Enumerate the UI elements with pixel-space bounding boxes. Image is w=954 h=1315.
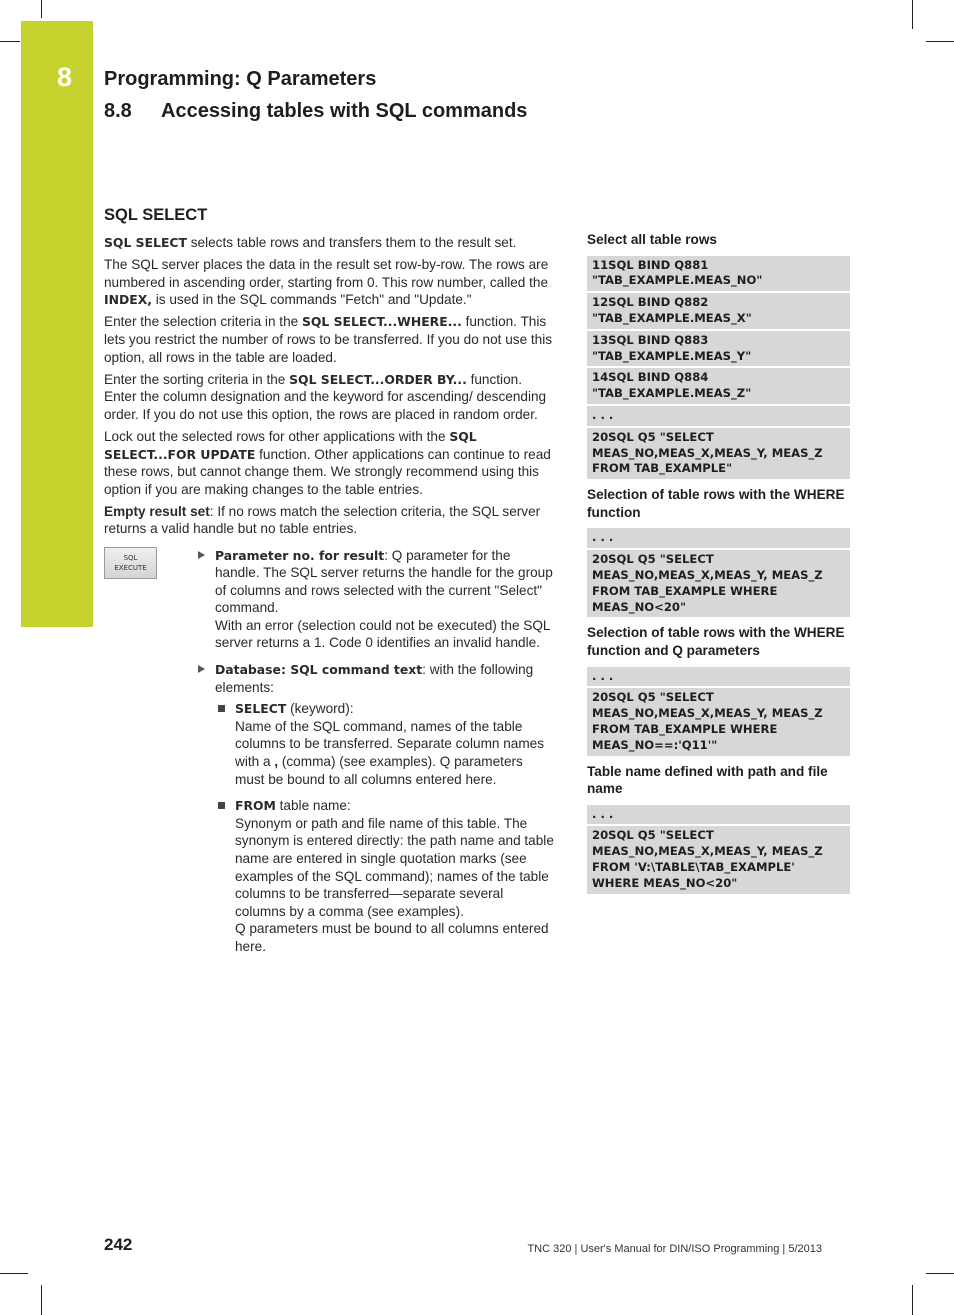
softkey-label: SQL [123,553,138,562]
footer-text: TNC 320 | User's Manual for DIN/ISO Programming | 5/2013 [527,1243,822,1255]
section-title: Accessing tables with SQL commands [161,100,528,122]
step-list [198,543,556,956]
code-line: 20SQL Q5 "SELECT MEAS_NO,MEAS_X,MEAS_Y, MEAS_Z FROM 'V:\TABLE\TAB_EXAMPLE' WHERE MEAS_NO<20" [587,826,850,893]
section-heading [104,98,527,124]
crop-mark [912,1285,913,1315]
code-block [587,256,850,480]
code-line: . . . [587,805,850,825]
crop-mark [926,1273,954,1274]
main-column [104,205,556,965]
square-bullet-icon [218,802,225,809]
crop-mark [912,0,913,29]
crop-mark [926,41,954,42]
code-line: 14SQL BIND Q884 "TAB_EXAMPLE.MEAS_Z" [587,368,850,404]
code-line: . . . [587,406,850,426]
triangle-bullet-icon [198,665,205,673]
example-heading: Selection of table rows with the WHERE function [587,487,845,520]
square-bullet-icon [218,705,225,712]
sub-item: SELECT (keyword): Name of the SQL command, names of the table columns to be transferred. Separate column names with a , (comma) (see examples). Q parameters must be bound to all columns entered here. [215,700,556,788]
triangle-bullet-icon [198,551,205,559]
examples-column [587,231,850,901]
code-block [587,667,850,756]
sub-item: FROM table name: Synonym or path and file name of this table. The synonym is entered directly: the path name and table name are entered in single quotation marks (see examples of the SQL command); names of the table columns to be transferred—separate several columns by a comma (see examples). Q parameters must be bound to all columns entered here. [215,797,556,955]
chapter-tab [21,21,93,627]
page-number: 242 [104,1235,133,1254]
chapter-number: 8 [57,62,73,92]
example-heading: Table name defined with path and file name [587,763,828,797]
paragraph: The SQL server places the data in the result set row-by-row. The rows are numbered in ascending order, starting from 0. This row number, called the INDEX, is used in the SQL commands "Fetch" and "Update." [104,257,549,308]
softkey-label: EXECUTE [114,563,147,572]
crop-mark [41,0,42,18]
code-line: 13SQL BIND Q883 "TAB_EXAMPLE.MEAS_Y" [587,331,850,367]
code-line: 20SQL Q5 "SELECT MEAS_NO,MEAS_X,MEAS_Y, MEAS_Z FROM TAB_EXAMPLE WHERE MEAS_NO<20" [587,550,850,617]
code-line: . . . [587,667,850,687]
code-line: 11SQL BIND Q881 "TAB_EXAMPLE.MEAS_NO" [587,256,850,292]
code-block [587,528,850,617]
crop-mark [41,1285,42,1315]
example-heading: Select all table rows [587,232,717,247]
paragraph: Enter the sorting criteria in the SQL SELECT...ORDER BY... function. Enter the column designation and the keyword for ascending/ descending order. If you do not use this option, the rows are placed in random order. [104,371,547,422]
section-number: 8.8 [104,100,132,122]
code-line: . . . [587,528,850,548]
sql-execute-softkey[interactable] [104,547,157,579]
paragraph: Empty result set: If no rows match the selection criteria, the SQL server returns a valid handle but no table entries. [104,503,541,537]
code-line: 20SQL Q5 "SELECT MEAS_NO,MEAS_X,MEAS_Y, MEAS_Z FROM TAB_EXAMPLE" [587,428,850,479]
code-block [587,805,850,894]
code-line: 20SQL Q5 "SELECT MEAS_NO,MEAS_X,MEAS_Y, MEAS_Z FROM TAB_EXAMPLE WHERE MEAS_NO==:'Q11'" [587,688,850,755]
step-item: Database: SQL command text: with the following elements: SELECT (keyword): Name of the SQL command, names of the table columns to be transferred. Separate column names with a , (comma) (see examples). Q parameters must be bound to all columns entered here. FROM table name: Synonym or path and file name of this table. The synonym is entered directly: the path name and table name are entered in single quotation marks (see examples of the SQL command); names of the table columns to be transferred—separate several columns by a comma (see examples). Q parameters must be bound to all columns entered here. [198,661,556,956]
chapter-title: Programming: Q Parameters [104,68,377,90]
crop-mark [0,41,20,42]
crop-mark [0,1273,28,1274]
paragraph: Enter the selection criteria in the SQL SELECT...WHERE... function. This lets you restrict the number of rows to be transferred. If you do not use this option, all rows in the table are loaded. [104,314,553,365]
paragraph: SQL SELECT selects table rows and transfers them to the result set. [104,235,517,250]
code-line: 12SQL BIND Q882 "TAB_EXAMPLE.MEAS_X" [587,293,850,329]
step-item: Parameter no. for result: Q parameter for the handle. The SQL server returns the handle for the group of columns and rows selected with the current "Select" command. With an error (selection could not be executed) the SQL server returns a 1. Code 0 identifies an invalid handle. [198,547,556,653]
example-heading: Selection of table rows with the WHERE function and Q parameters [587,625,845,658]
paragraph: Lock out the selected rows for other applications with the SQL SELECT...FOR UPDATE function. Other applications can continue to read these rows, but cannot change them. We strongly recommend using this option if you are making changes to the table entries. [104,428,551,497]
subsection-title: SQL SELECT [104,206,208,224]
